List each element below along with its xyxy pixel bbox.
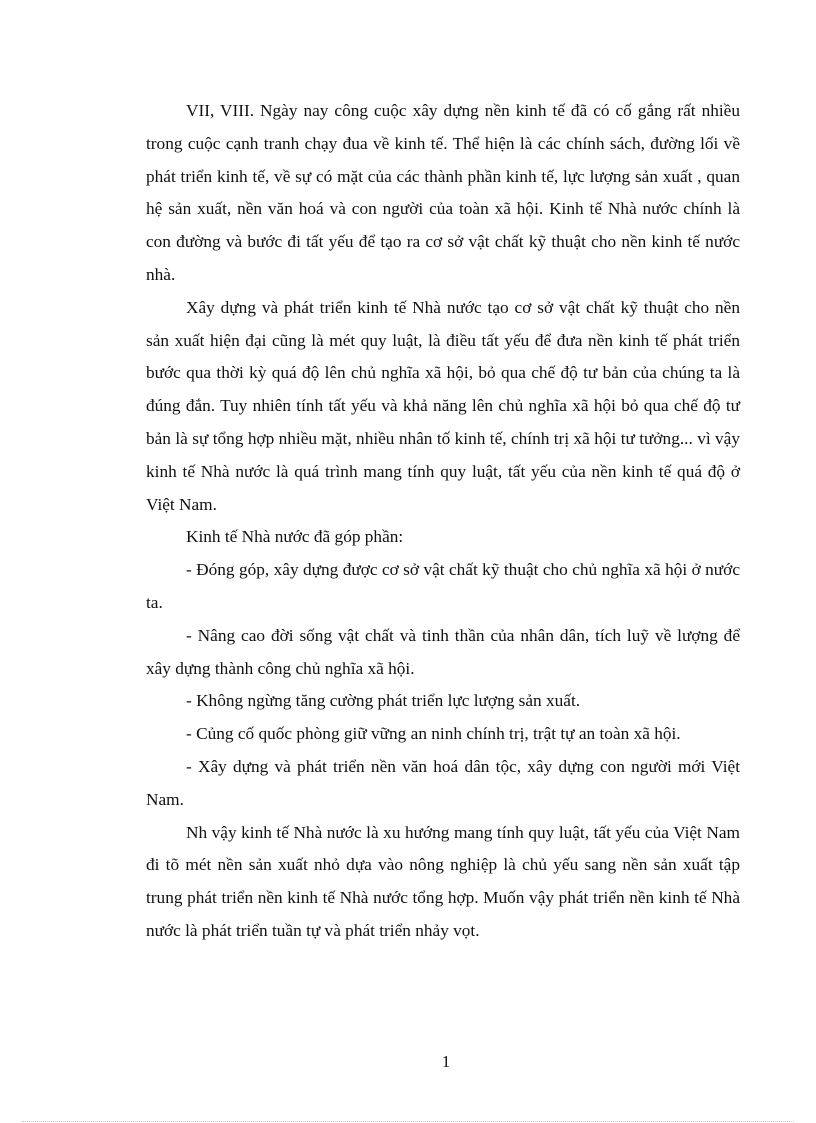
body-text bbox=[146, 95, 740, 948]
paragraph-intro: VII, VIII. Ngày nay công cuộc xây dựng nền kinh tế đã có cố gắng rất nhiều trong cuộc cạnh tranh chạy đua về kinh tế. Thể hiện là các chính sách, đường lối về phát triển kinh tế, về sự có mặt của các thành phần kinh tế, lực lượng sản xuất , quan hệ sản xuất, nền văn hoá và con người của toàn xã hội. Kinh tế Nhà nước chính là con đường và bước đi tất yếu để tạo ra cơ sở vật chất kỹ thuật cho nền kinh tế nước nhà. bbox=[146, 101, 740, 284]
paragraph-conclusion: Nh vậy kinh tế Nhà nước là xu hướng mang tính quy luật, tất yếu của Việt Nam đi tõ mét nền sản xuất nhỏ dựa vào nông nghiệp là chủ yếu sang nền sản xuất tập trung phát triển nền kinh tế Nhà nước tổng hợp. Muốn vậy phát triển nền kinh tế Nhà nước là phát triển tuần tự và phát triển nhảy vọt. bbox=[146, 822, 740, 940]
paragraph-contribution-lead: Kinh tế Nhà nước đã góp phần: bbox=[186, 527, 404, 547]
paragraph-development: Xây dựng và phát triển kinh tế Nhà nước tạo cơ sở vật chất kỹ thuật cho nền sản xuất hiện đại cũng là mét quy luật, là điều tất yếu để đưa nền kinh tế phát triển bước qua thời kỳ quá độ lên chủ nghĩa xã hội, bỏ qua chế độ tư bản của chúng ta là đúng đắn. Tuy nhiên tính tất yếu và khả năng lên chủ nghĩa xã hội bỏ qua chế độ tư bản là sự tổng hợp nhiều mặt, nhiều nhân tố kinh tế, chính trị xã hội tư tưởng... vì vậy kinh tế Nhà nước là quá trình mang tính quy luật, tất yếu của nền kinh tế quá độ ở Việt Nam. bbox=[146, 297, 740, 514]
list-item-infrastructure: - Đóng góp, xây dựng được cơ sở vật chất kỹ thuật cho chủ nghĩa xã hội ở nước ta. bbox=[146, 560, 740, 612]
list-item-culture: - Xây dựng và phát triển nền văn hoá dân tộc, xây dựng con người mới Việt Nam. bbox=[146, 756, 740, 809]
list-item-production-forces: - Không ngừng tăng cường phát triển lực lượng sản xuất. bbox=[186, 691, 581, 711]
list-item-living-standards: - Nâng cao đời sống vật chất và tinh thần của nhân dân, tích luỹ về lượng để xây dựng thành công chủ nghĩa xã hội. bbox=[146, 625, 740, 678]
page-number: 1 bbox=[441, 1052, 451, 1071]
list-item-national-defense: - Củng cố quốc phòng giữ vững an ninh chính trị, trật tự an toàn xã hội. bbox=[186, 724, 681, 744]
page-bottom-divider bbox=[22, 1121, 794, 1122]
